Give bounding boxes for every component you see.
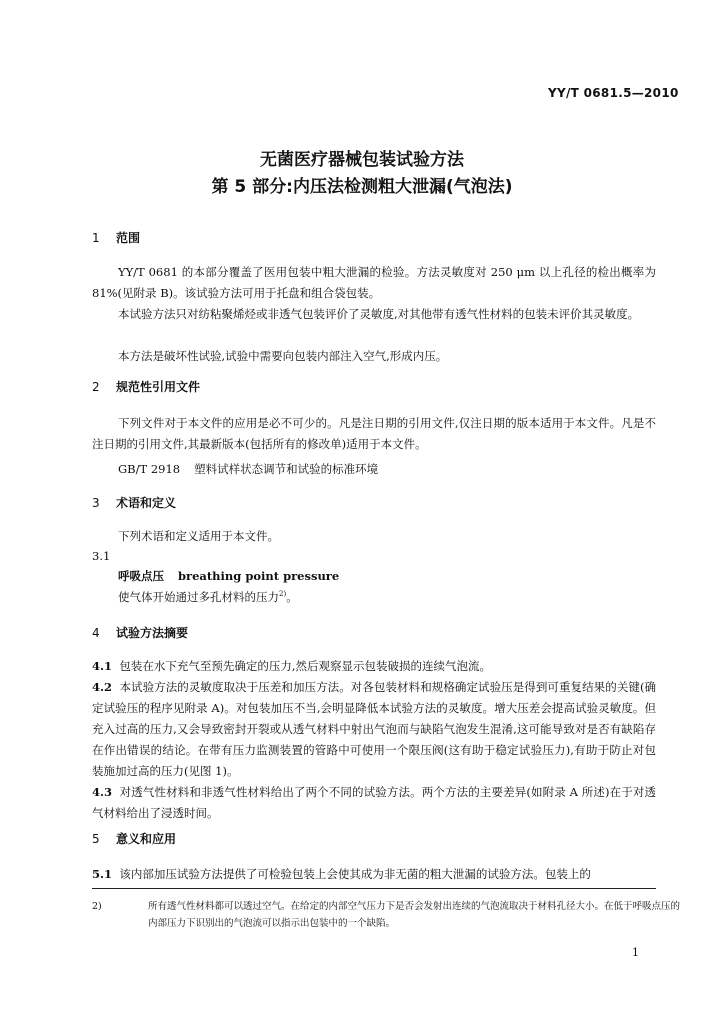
document-title: 无菌医疗器械包装试验方法 [260,150,464,170]
term-chinese: 呼吸点压 [118,569,164,583]
footnote [92,898,684,932]
footnote-divider [92,888,656,889]
terms-intro: 下列术语和定义适用于本文件。 [118,529,279,543]
section-number: 1 [92,231,100,245]
definition-text: 使气体开始通过多孔材料的压力 [118,590,279,604]
section-2-heading [92,378,200,395]
section-number: 2 [92,380,100,394]
section-title: 范围 [116,231,141,245]
clause-text: 该内部加压试验方法提供了可检验包装上会使其成为非无菌的粗大泄漏的试验方法。包装上的 [119,867,591,881]
term-english: breathing point pressure [178,569,340,583]
clause-number: 4.2 [92,680,113,694]
normative-reference [118,461,378,477]
clause-4-3 [92,782,656,824]
footnote-text: 所有透气性材料都可以透过空气。在给定的内部空气压力下是否会发射出连续的气泡流取决于材料孔径大小。在低于呼吸点压的内部压力下识别出的气泡流可以指示出包装中的一个缺陷。 [148,901,681,929]
clause-text: 对透气性材料和非透气性材料给出了两个不同的试验方法。两个方法的主要差异(如附录 A 所述)在于对透气材料给出了浸透时间。 [92,785,656,820]
footnote-mark: 2) [92,901,102,912]
section-title: 术语和定义 [116,496,177,510]
reference-title: 塑料试样状态调节和试验的标准环境 [194,462,379,476]
section-number: 4 [92,626,100,640]
clause-number: 5.1 [92,867,113,881]
section-1-paragraph-3: 本方法是破坏性试验,试验中需要向包装内部注入空气,形成内压。 [118,349,448,363]
clause-number: 4.1 [92,659,113,673]
clause-number: 4.3 [92,785,113,799]
section-1-heading [92,229,140,246]
section-number: 5 [92,832,100,846]
section-title: 试验方法摘要 [116,626,189,640]
document-subtitle: 第 5 部分:内压法检测粗大泄漏(气泡法) [211,177,513,197]
clause-4-1 [92,656,656,677]
section-2-paragraph-1: 下列文件对于本文件的应用是必不可少的。凡是注日期的引用文件,仅注日期的版本适用于本文件。凡是不注日期的引用文件,其最新版本(包括所有的修改单)适用于本文件。 [92,416,656,451]
term-entry [118,568,339,584]
section-1-paragraph-2: 本试验方法只对纺粘聚烯烃或非透气包装评价了灵敏度,对其他带有透气性材料的包装未评价其灵敏度。 [118,307,640,321]
term-definition [118,589,298,605]
definition-end: 。 [286,590,298,604]
section-4-heading [92,624,188,641]
standard-number: YY/T 0681.5—2010 [548,86,679,100]
section-title: 规范性引用文件 [116,380,201,394]
section-title: 意义和应用 [116,832,177,846]
clause-5-1 [92,864,656,885]
section-3-heading [92,494,176,511]
term-number: 3.1 [92,549,111,563]
section-number: 3 [92,496,100,510]
section-1-paragraph-1: YY/T 0681 的本部分覆盖了医用包装中粗大泄漏的检验。方法灵敏度对 250 μm 以上孔径的检出概率为 81%(见附录 B)。该试验方法可用于托盘和组合袋包装。 [92,265,656,300]
footnote-reference[interactable]: 2) [279,590,287,599]
clause-text: 包装在水下充气至预先确定的压力,然后观察显示包装破损的连续气泡流。 [119,659,491,673]
clause-4-2 [92,677,656,782]
section-5-heading [92,830,176,847]
page-number: 1 [632,946,639,959]
reference-code: GB/T 2918 [118,462,181,476]
clause-text: 本试验方法的灵敏度取决于压差和加压方法。对各包装材料和规格确定试验压是得到可重复结果的关键(确定试验压的程序见附录 A)。对包装加压不当,会明显降低本试验方法的灵敏度。增大压差会提高试验灵敏度。但充入过高的压力,又会导致密封开裂或从透气材料中射出气泡而与缺陷气泡发生混淆,这可能导致对是否有缺陷存在作出错误的结论。在带有压力监测装置的管路中可使用一个限压阀(这有助于稳定试验压力),有助于防止对包装施加过高的压力(见图 1)。 [92,680,657,778]
